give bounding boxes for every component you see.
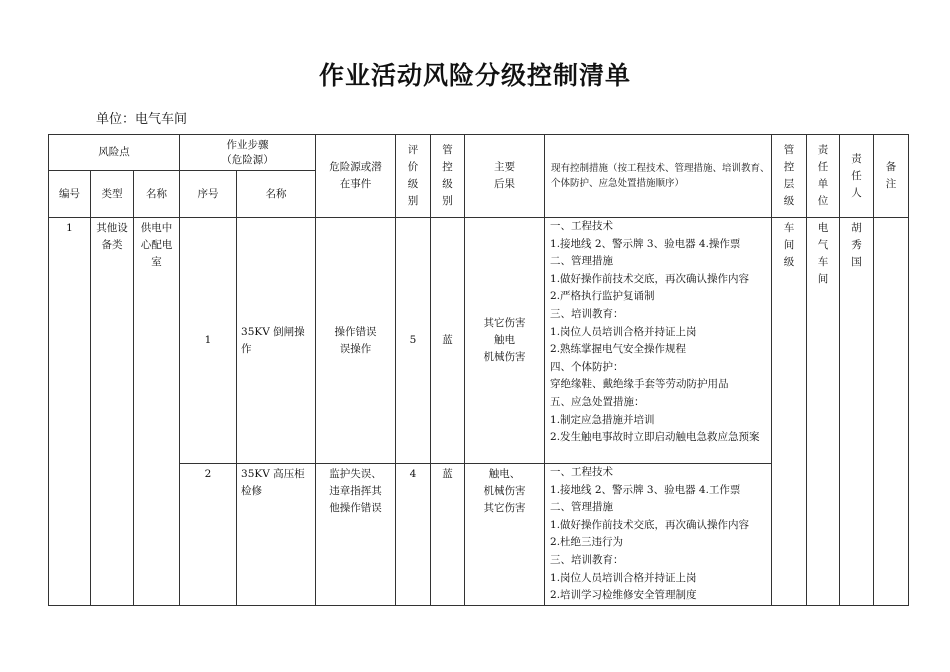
row-measures: 一、工程技术 1.接地线 2、警示牌 3、验电器 4.工作票 二、管理措施 1.做好操作前技术交底，再次确认操作内容 2.杜绝三违行为 三、培训教育： 1.岗位人员培训合格并持证上岗 2.培训学习检维修安全管理制度 xyxy=(545,464,772,606)
group-resp-person: 胡秀国 xyxy=(840,218,874,606)
row-consequence: 其它伤害 触电 机械伤害 xyxy=(465,218,545,464)
header-eval-level: 评价级别 xyxy=(396,135,431,218)
row-hazard: 监护失误、违章指挥其他操作错误 xyxy=(316,464,396,606)
header-work-steps: 作业步骤 （危险源） xyxy=(180,135,316,171)
header-remark: 备注 xyxy=(874,135,909,218)
document-title: 作业活动风险分级控制清单 xyxy=(318,61,631,90)
group-no: 1 xyxy=(49,218,91,606)
header-risk-point: 风险点 xyxy=(49,135,180,171)
row-control: 蓝 xyxy=(431,464,465,606)
table-row xyxy=(49,218,909,464)
header-hazard-event: 危险源或潜在事件 xyxy=(316,135,396,218)
row-step: 35KV 高压柜检修 xyxy=(237,464,316,606)
header-resp-unit: 责任单位 xyxy=(807,135,840,218)
group-remark xyxy=(874,218,909,606)
header-seq: 序号 xyxy=(180,171,237,218)
row-eval: 5 xyxy=(396,218,431,464)
row-eval: 4 xyxy=(396,464,431,606)
group-type: 其他设备类 xyxy=(91,218,134,606)
header-name: 名称 xyxy=(134,171,180,218)
risk-control-table xyxy=(48,134,909,606)
group-name: 供电中心配电室 xyxy=(134,218,180,606)
row-consequence: 触电、 机械伤害 其它伤害 xyxy=(465,464,545,606)
header-resp-person: 责任人 xyxy=(840,135,874,218)
header-control-level: 管控级别 xyxy=(431,135,465,218)
group-mgmt-layer: 车间级 xyxy=(772,218,807,606)
header-mgmt-layer: 管控层级 xyxy=(772,135,807,218)
header-main-consequence: 主要 后果 xyxy=(465,135,545,218)
header-measures: 现有控制措施（按工程技术、管理措施、培训教育、个体防护、应急处置措施顺序） xyxy=(545,135,772,218)
header-step-name: 名称 xyxy=(237,171,316,218)
row-seq: 1 xyxy=(180,218,237,464)
header-row-1 xyxy=(49,135,909,171)
header-no: 编号 xyxy=(49,171,91,218)
row-measures: 一、工程技术 1.接地线 2、警示牌 3、验电器 4.操作票 二、管理措施 1.做好操作前技术交底，再次确认操作内容 2.严格执行监护复诵制 三、培训教育： 1.岗位人员培训合格并持证上岗 2.熟练掌握电气安全操作规程 四、个体防护： 穿绝缘鞋、戴绝缘手套等劳动防护用品 五、应急处置措施： 1.制定应急措施并培训 2.发生触电事故时立即启动触电急救应急预案 xyxy=(545,218,772,464)
row-control: 蓝 xyxy=(431,218,465,464)
row-hazard: 操作错误误操作 xyxy=(316,218,396,464)
row-step: 35KV 倒闸操作 xyxy=(237,218,316,464)
group-resp-unit: 电气车间 xyxy=(807,218,840,606)
unit-line: 单位：电气车间 xyxy=(96,112,188,127)
header-type: 类型 xyxy=(91,171,134,218)
row-seq: 2 xyxy=(180,464,237,606)
